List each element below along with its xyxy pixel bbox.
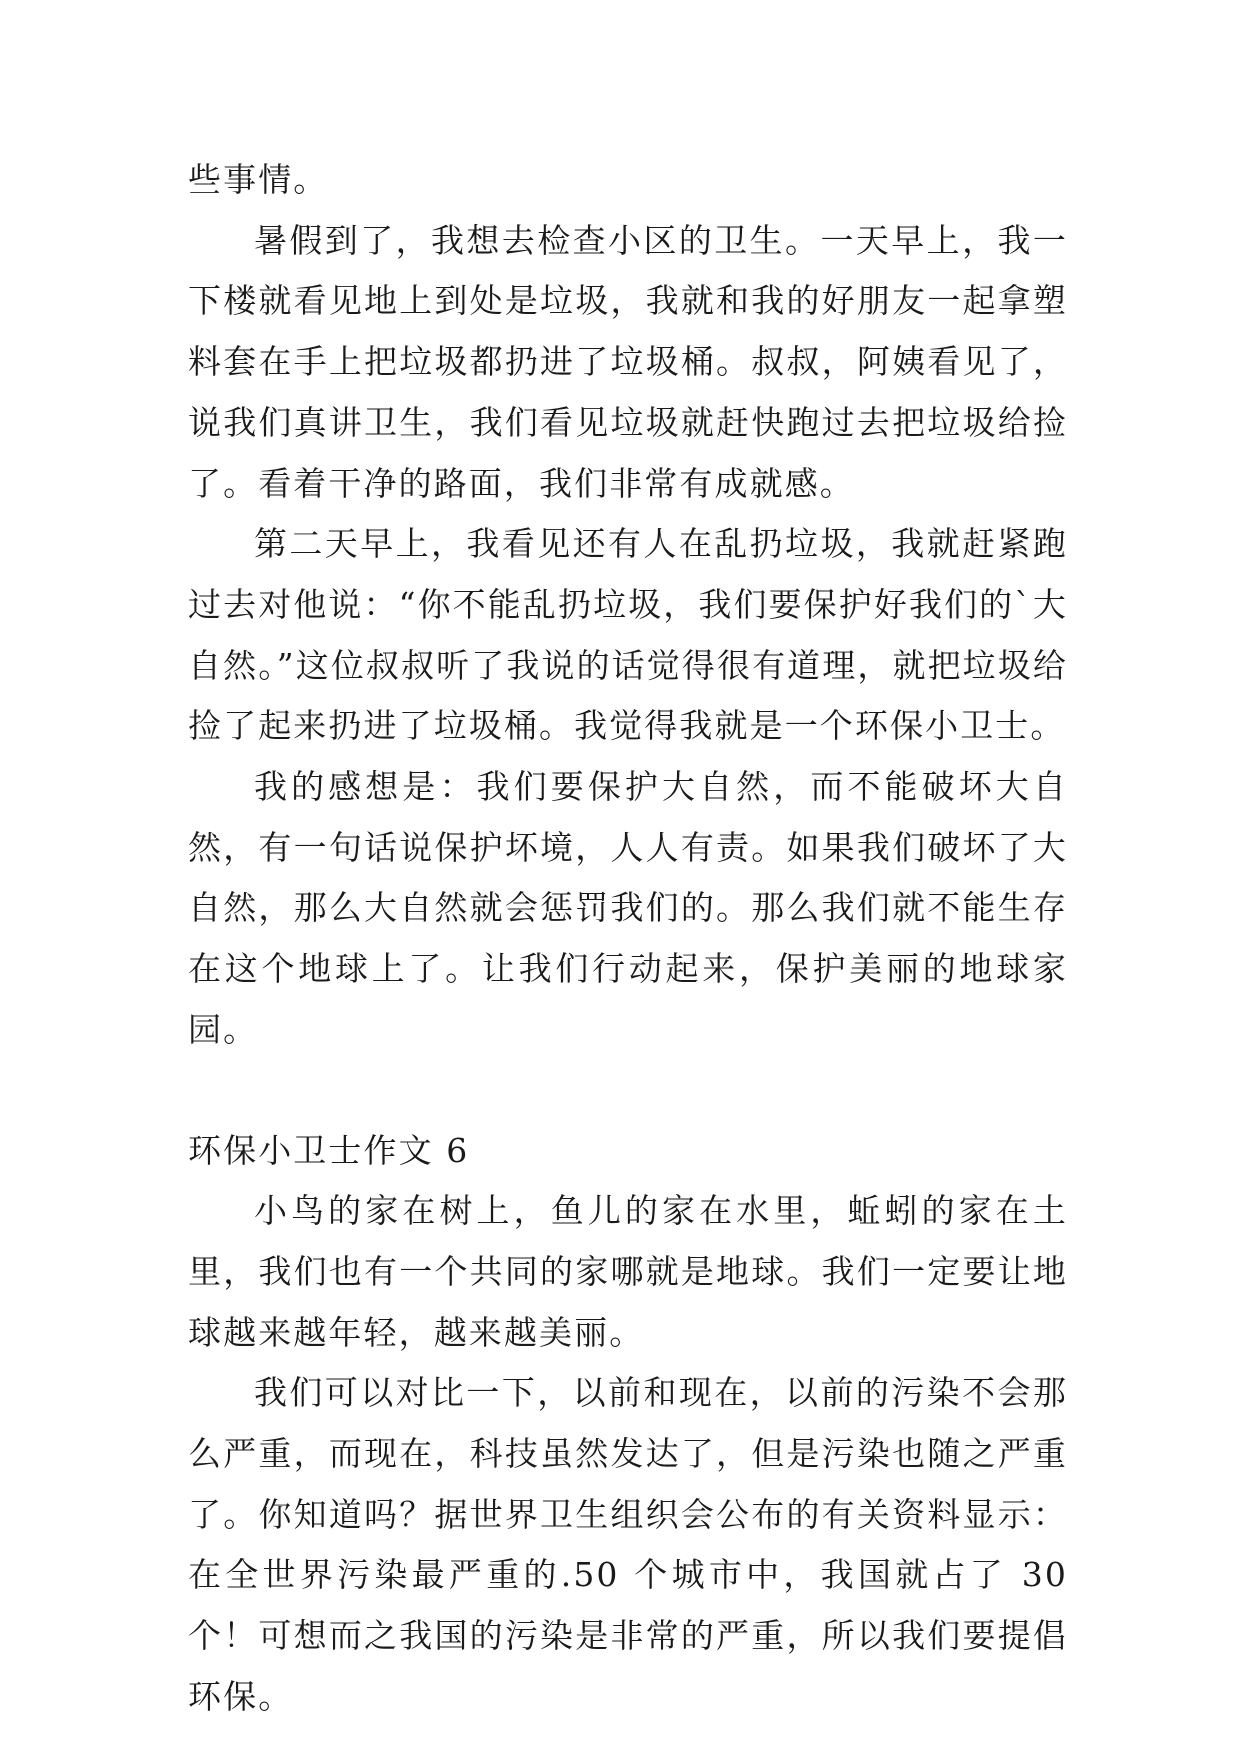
paragraph-second-day: 第二天早上，我看见还有人在乱扔垃圾，我就赶紧跑过去对他说：“你不能乱扔垃圾，我们要保护好我们的`大自然。”这位叔叔听了我说的话觉得很有道理，就把垃圾给捡了起来扔进了垃圾桶。我觉得我就是一个环保小卫士。 (188, 524, 1068, 746)
paragraph-continuation: 些事情。 (188, 160, 329, 199)
essay-heading: 环保小卫士作文 6 (188, 1130, 470, 1170)
paragraph-summer-cleanup: 暑假到了，我想去检查小区的卫生。一天早上，我一下楼就看见地上到处是垃圾，我就和我的好朋友一起拿塑料套在手上把垃圾都扔进了垃圾桶。叔叔，阿姨看见了，说我们真讲卫生，我们看见垃圾就赶快跑过去把垃圾给捡了。看着干净的路面，我们非常有成就感。 (188, 220, 1068, 503)
document-page (188, 150, 1068, 1728)
paragraph-reflection: 我的感想是：我们要保护大自然，而不能破坏大自然，有一句话说保护坏境，人人有责。如果我们破坏了大自然，那么大自然就会惩罚我们的。那么我们就不能生存在这个地球上了。让我们行动起来，保护美丽的地球家园。 (188, 767, 1068, 1049)
paragraph-earth-home: 小鸟的家在树上，鱼儿的家在水里，蚯蚓的家在土里，我们也有一个共同的家哪就是地球。我们一定要让地球越来越年轻，越来越美丽。 (188, 1191, 1068, 1352)
paragraph-pollution: 我们可以对比一下，以前和现在，以前的污染不会那么严重，而现在，科技虽然发达了，但是污染也随之严重了。你知道吗？据世界卫生组织会公布的有关资料显示：在全世界污染最严重的.50 个城市中，我国就占了 30 个！可想而之我国的污染是非常的严重，所以我们要提倡环保。 (188, 1373, 1068, 1716)
section-spacer (188, 1061, 1068, 1121)
